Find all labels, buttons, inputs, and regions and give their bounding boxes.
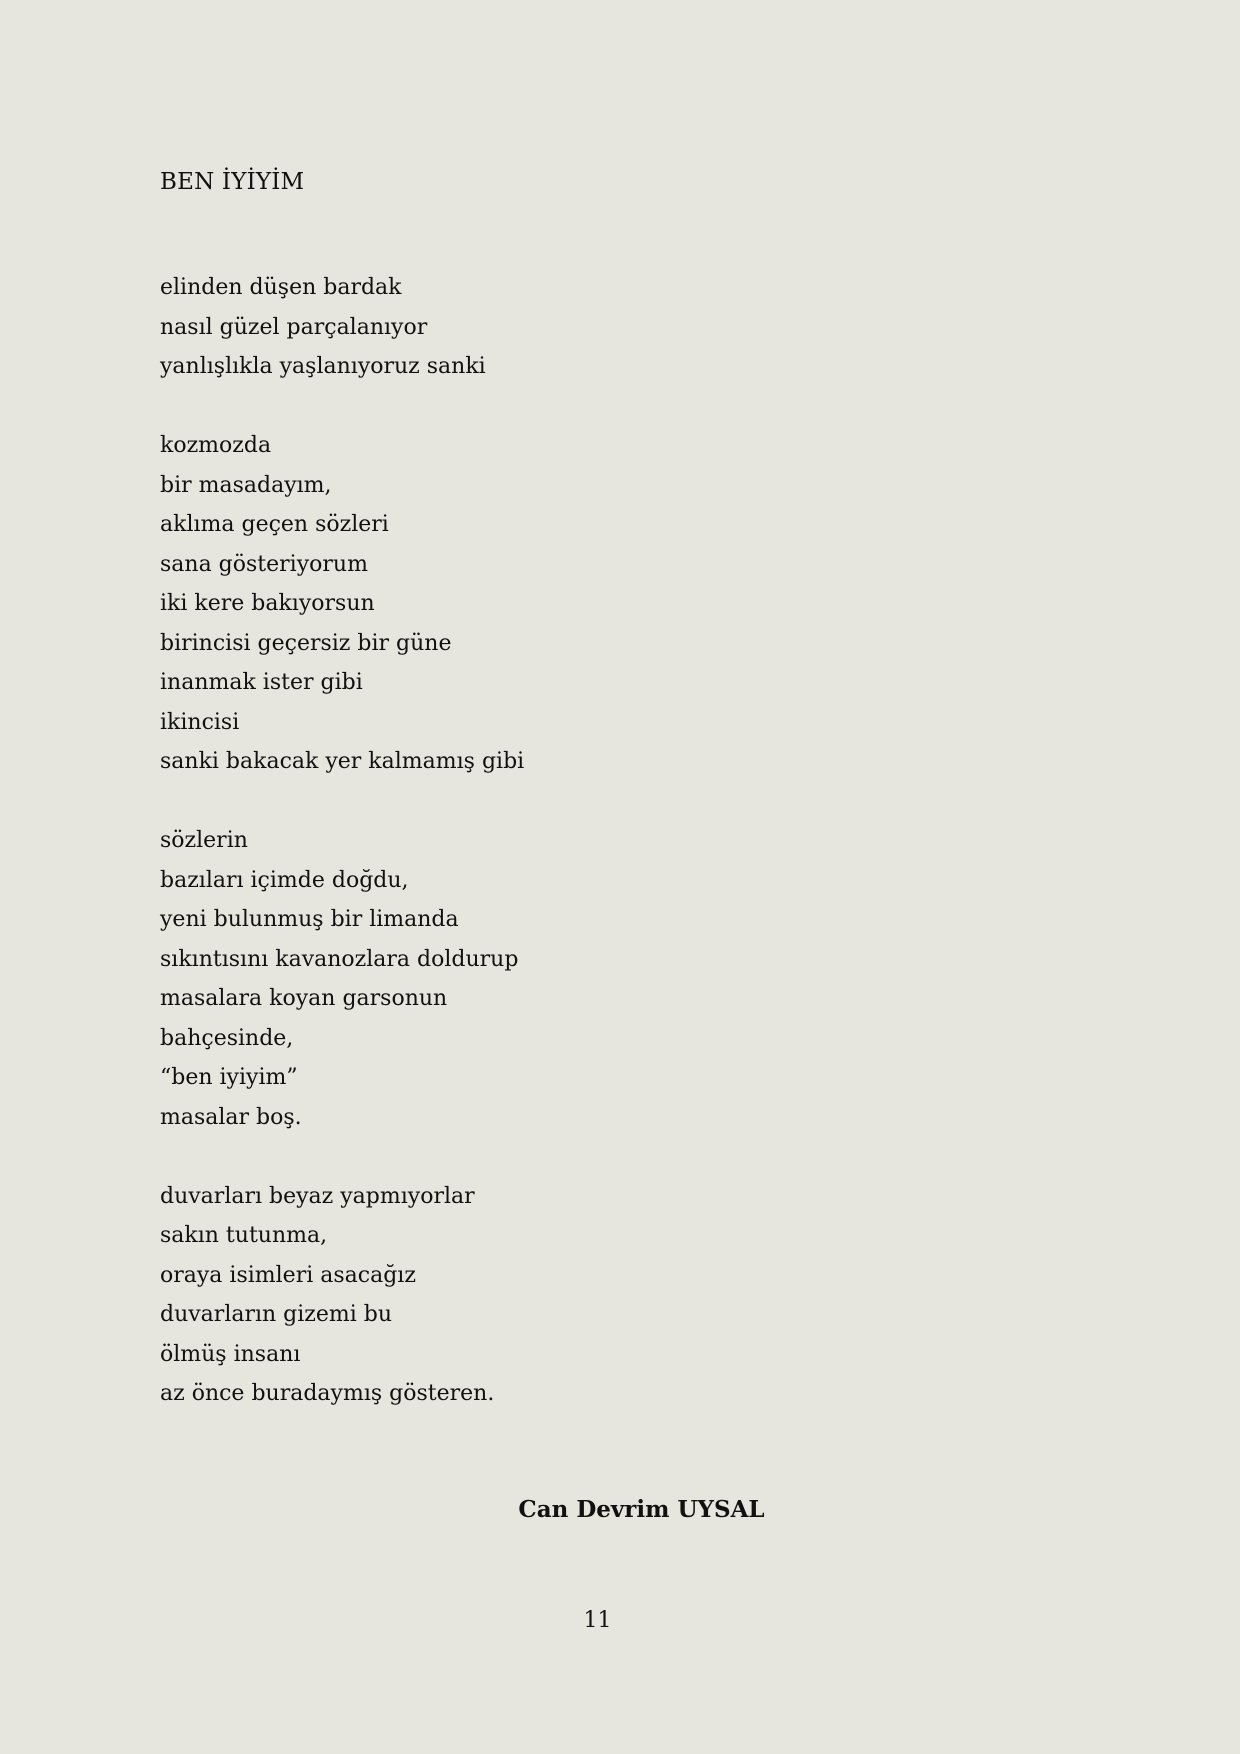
poem-line: bahçesinde,: [160, 1025, 294, 1051]
stanza-3: [160, 821, 860, 1137]
stanza-1: [160, 268, 860, 387]
poem-line: nasıl güzel parçalanıyor: [160, 314, 428, 340]
poem-line: inanmak ister gibi: [160, 670, 363, 695]
stanza-2: [160, 426, 860, 782]
poem-title: BEN İYİYİM: [160, 169, 305, 195]
poem-line: ölmüş insanı: [160, 1341, 301, 1367]
poem-line: kozmozda: [160, 433, 272, 458]
poem-body: [160, 268, 860, 1414]
page-number: 11: [583, 1608, 612, 1633]
poem-line: bir masadayım,: [160, 472, 332, 498]
author-name: Can Devrim UYSAL: [518, 1496, 765, 1523]
poem-line: ikincisi: [160, 709, 240, 735]
poem-line: yanlışlıkla yaşlanıyoruz sanki: [160, 354, 486, 379]
poem-line: sıkıntısını kavanozlara doldurup: [160, 946, 519, 972]
poem-line: elinden düşen bardak: [160, 275, 402, 300]
poem-line: sana gösteriyorum: [160, 551, 368, 577]
poem-line: yeni bulunmuş bir limanda: [160, 907, 459, 932]
poem-line: oraya isimleri asacağız: [160, 1262, 416, 1288]
poem-line: duvarları beyaz yapmıyorlar: [160, 1183, 475, 1209]
poem-line: iki kere bakıyorsun: [160, 591, 375, 616]
poem-line: masalar boş.: [160, 1104, 302, 1130]
poem-line: sözlerin: [160, 828, 248, 853]
poem-line: birincisi geçersiz bir güne: [160, 630, 452, 656]
poem-line: masalara koyan garsonun: [160, 986, 448, 1011]
poem-line: az önce buradaymış gösteren.: [160, 1381, 495, 1406]
poem-line: bazıları içimde doğdu,: [160, 867, 409, 893]
poem-line: sakın tutunma,: [160, 1223, 328, 1248]
poem-line: duvarların gizemi bu: [160, 1302, 393, 1327]
poem-line: aklıma geçen sözleri: [160, 512, 389, 537]
poem-line: sanki bakacak yer kalmamış gibi: [160, 749, 525, 774]
stanza-4: [160, 1177, 860, 1414]
poem-line: “ben iyiyim”: [160, 1065, 298, 1090]
